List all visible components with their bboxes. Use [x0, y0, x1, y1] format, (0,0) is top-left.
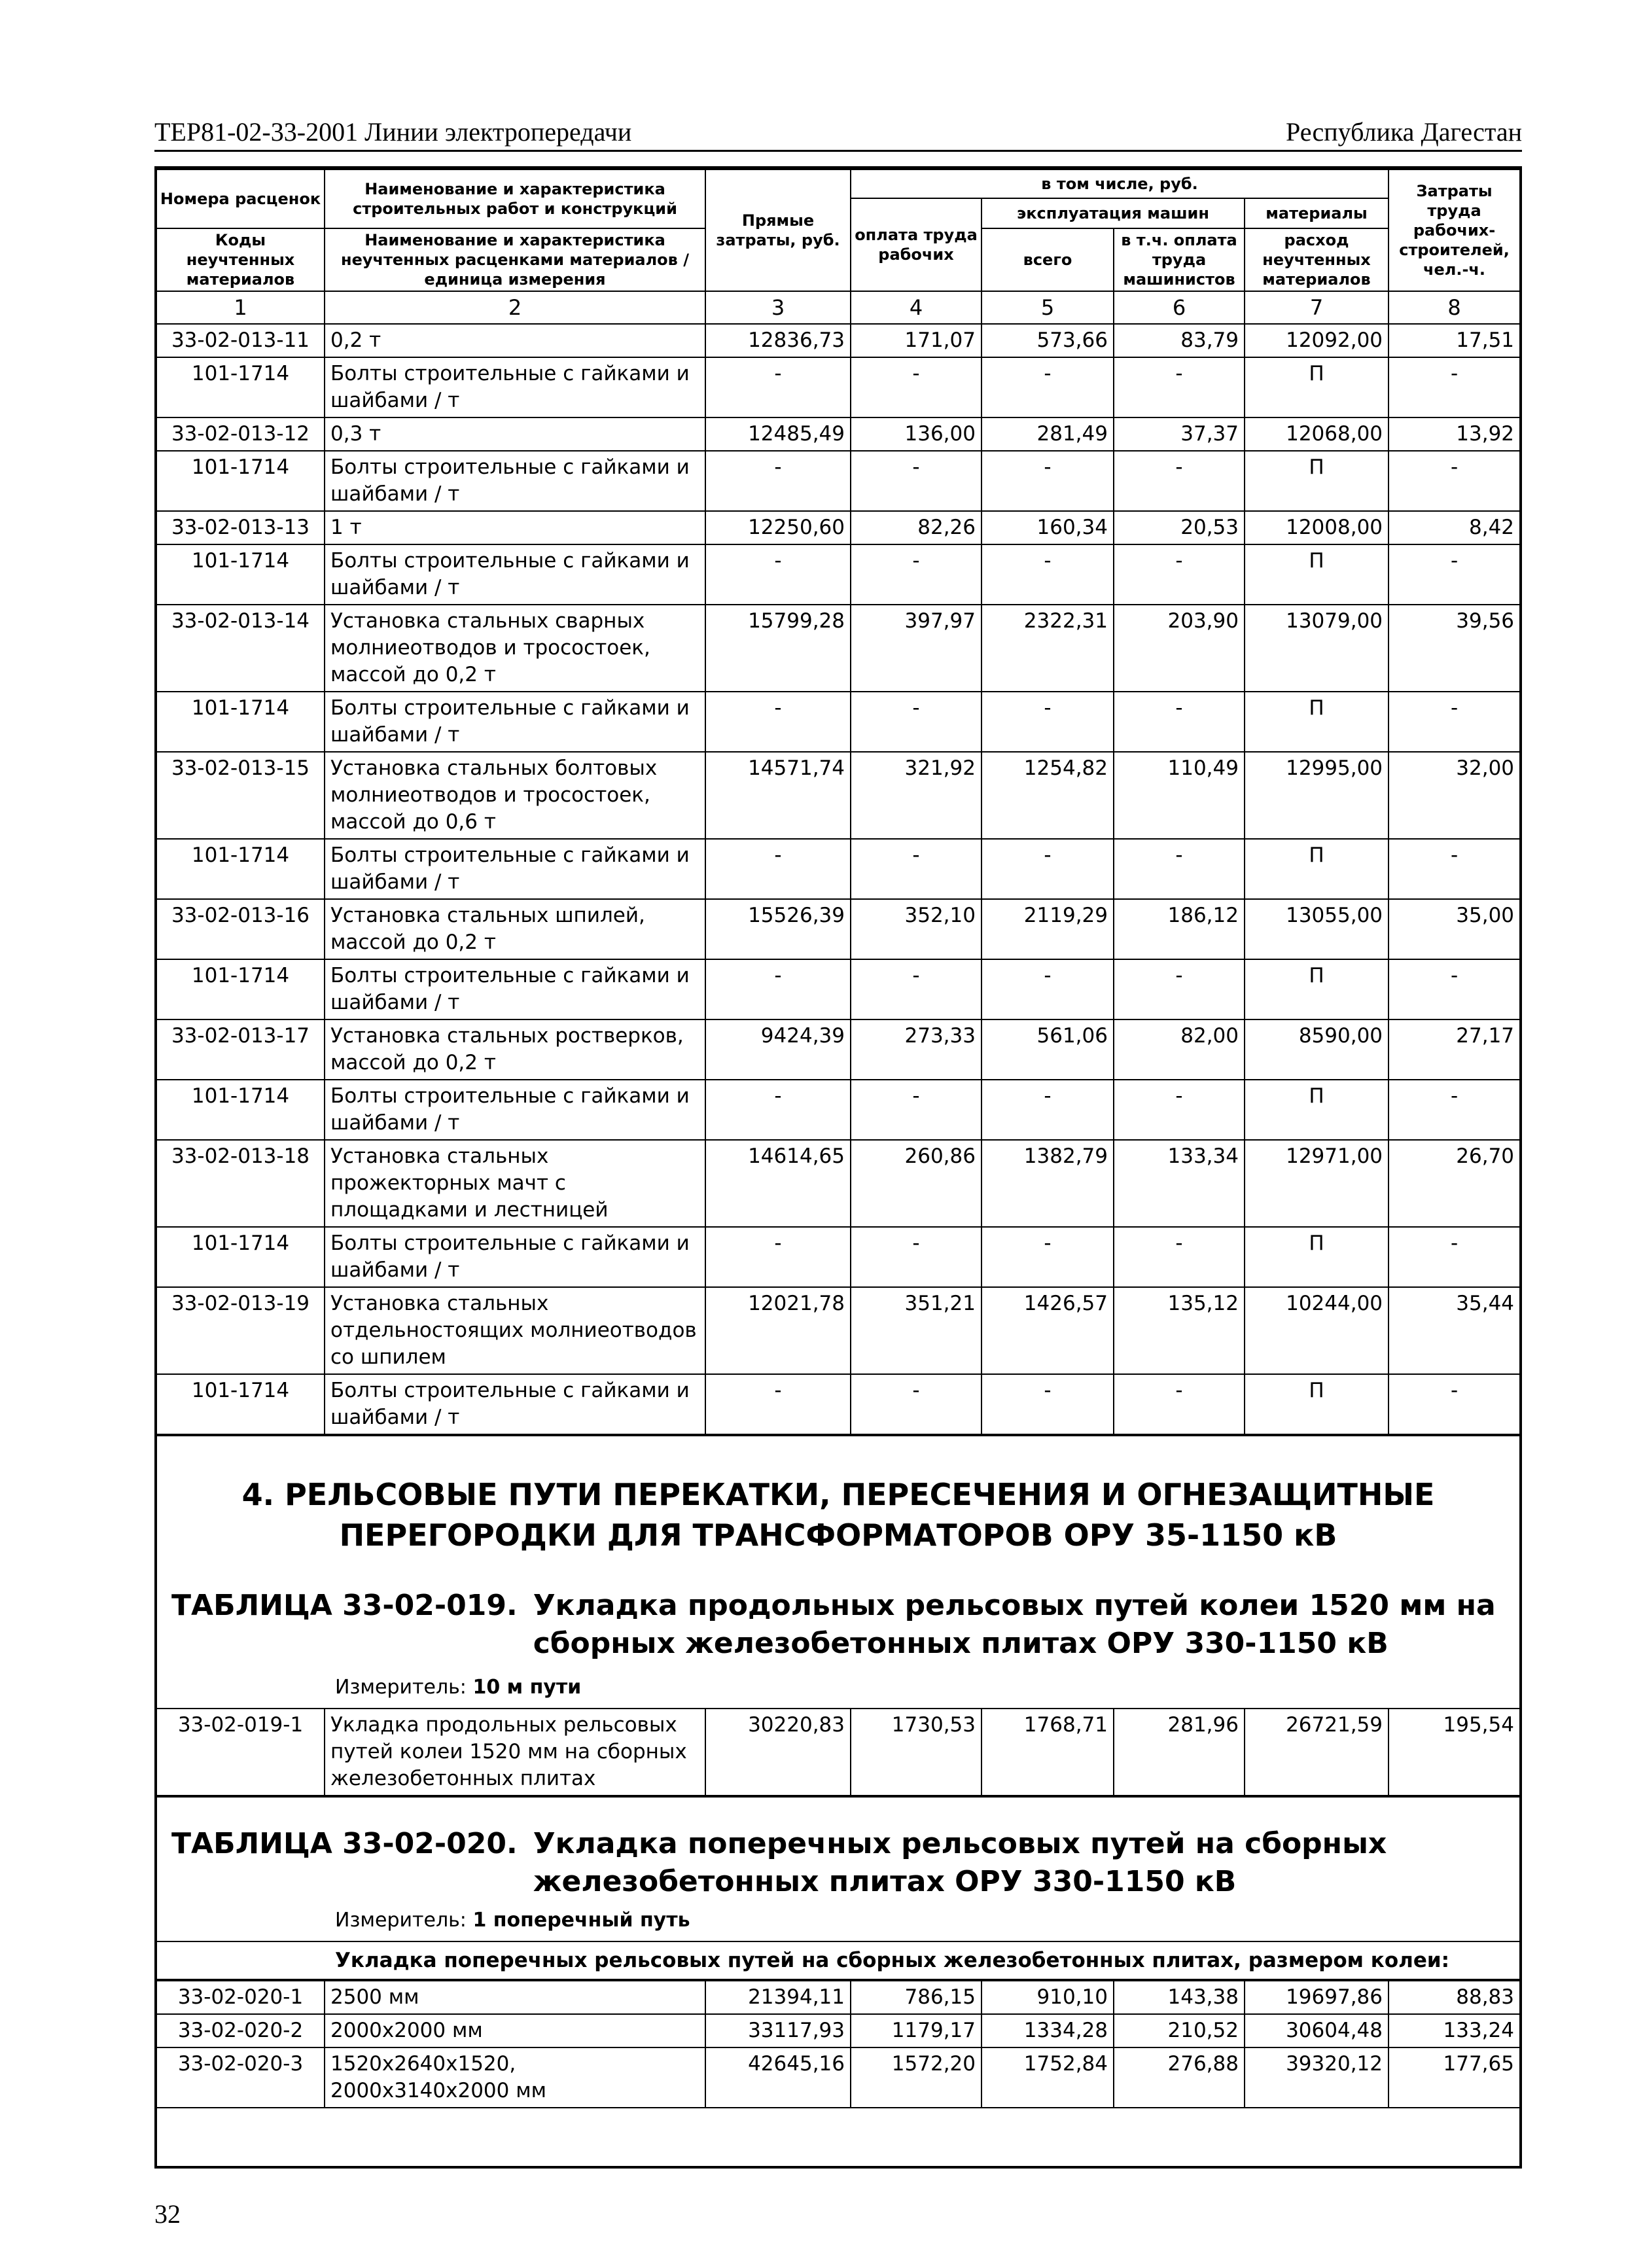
direct-cost: - — [705, 544, 851, 605]
direct-cost: - — [705, 1374, 851, 1434]
rate-row — [157, 2014, 1519, 2047]
materials-cost: П — [1245, 959, 1389, 1019]
material-row — [157, 959, 1519, 1019]
rate-code: 33-02-013-13 — [157, 511, 325, 544]
worker-wages: - — [851, 1374, 982, 1434]
labor-hours: 133,24 — [1389, 2014, 1519, 2047]
region-name: Республика Дагестан — [1286, 117, 1522, 147]
machine-cost: 561,06 — [982, 1019, 1114, 1080]
materials-cost: 10244,00 — [1245, 1287, 1389, 1374]
labor-hours: 195,54 — [1389, 1709, 1519, 1796]
labor-hours: 32,00 — [1389, 752, 1519, 839]
machine-cost: - — [982, 357, 1114, 417]
col-machines: эксплуатация машин — [982, 198, 1245, 228]
materials-cost: П — [1245, 357, 1389, 417]
rate-code: 101-1714 — [157, 1080, 325, 1140]
rate-row — [157, 1981, 1519, 2014]
direct-cost: - — [705, 1227, 851, 1287]
rate-code: 101-1714 — [157, 451, 325, 511]
table-020-text: Укладка поперечных рельсовых путей на сборных железобетонных плитах ОРУ 330-1150 кВ — [533, 1827, 1387, 1898]
material-row — [157, 839, 1519, 899]
work-name: Укладка продольных рельсовых путей колеи 1520 мм на сборных железобетонных плитах — [325, 1709, 705, 1796]
labor-hours: - — [1389, 1080, 1519, 1140]
labor-hours: - — [1389, 839, 1519, 899]
worker-wages: 352,10 — [851, 899, 982, 959]
materials-cost: 39320,12 — [1245, 2047, 1389, 2108]
machine-cost: - — [982, 451, 1114, 511]
operator-wages: 276,88 — [1114, 2047, 1245, 2108]
worker-wages: 351,21 — [851, 1287, 982, 1374]
material-row — [157, 357, 1519, 417]
rate-code: 33-02-019-1 — [157, 1709, 325, 1796]
work-name: 2500 мм — [325, 1981, 705, 2014]
machine-cost: - — [982, 544, 1114, 605]
direct-cost: - — [705, 959, 851, 1019]
operator-wages: 186,12 — [1114, 899, 1245, 959]
labor-hours: 8,42 — [1389, 511, 1519, 544]
rate-row — [157, 2047, 1519, 2108]
direct-cost: - — [705, 451, 851, 511]
work-name: Болты строительные с гайками и шайбами / т — [325, 839, 705, 899]
labor-unit: чел.-ч. — [1423, 260, 1486, 279]
materials-cost: 12068,00 — [1245, 417, 1389, 451]
work-name: Установка стальных ростверков, массой до 0,2 т — [325, 1019, 705, 1080]
labor-hours: 39,56 — [1389, 605, 1519, 692]
rate-code: 101-1714 — [157, 692, 325, 752]
rate-row — [157, 511, 1519, 544]
worker-wages: 1730,53 — [851, 1709, 982, 1796]
table-020-unit: Измеритель: 1 поперечный путь — [335, 1909, 690, 1932]
operator-wages: 82,00 — [1114, 1019, 1245, 1080]
rate-row — [157, 417, 1519, 451]
materials-cost: 13079,00 — [1245, 605, 1389, 692]
material-row — [157, 1374, 1519, 1434]
work-name: Установка стальных шпилей, массой до 0,2 т — [325, 899, 705, 959]
rate-code: 101-1714 — [157, 544, 325, 605]
labor-hours: - — [1389, 1374, 1519, 1434]
rate-row — [157, 1140, 1519, 1227]
work-name: Установка стальных прожекторных мачт с площадками и лестницей — [325, 1140, 705, 1227]
labor-hours: - — [1389, 544, 1519, 605]
machine-cost: - — [982, 959, 1114, 1019]
rate-code: 33-02-013-16 — [157, 899, 325, 959]
labor-hours: 17,51 — [1389, 324, 1519, 357]
table-019-text: Укладка продольных рельсовых путей колеи 1520 мм на сборных железобетонных плитах ОРУ 330-1150 кВ — [533, 1589, 1496, 1660]
materials-cost: П — [1245, 1080, 1389, 1140]
operator-wages: - — [1114, 451, 1245, 511]
table-019-title — [157, 1587, 1519, 1663]
work-name: Болты строительные с гайками и шайбами / т — [325, 959, 705, 1019]
rate-code: 101-1714 — [157, 357, 325, 417]
worker-wages: - — [851, 1080, 982, 1140]
work-name: 2000х2000 мм — [325, 2014, 705, 2047]
worker-wages: - — [851, 544, 982, 605]
table-020 — [157, 1980, 1519, 2108]
material-row — [157, 1080, 1519, 1140]
rate-row — [157, 1709, 1519, 1796]
labor-hours: 13,92 — [1389, 417, 1519, 451]
operator-wages: 203,90 — [1114, 605, 1245, 692]
rate-code: 33-02-013-19 — [157, 1287, 325, 1374]
col-name-bottom: Наименование и характеристика неучтенных расценками материалов / единица измерения — [325, 228, 705, 291]
rates-rows — [157, 324, 1519, 1434]
materials-cost: П — [1245, 451, 1389, 511]
operator-wages: - — [1114, 1080, 1245, 1140]
materials-cost: 12008,00 — [1245, 511, 1389, 544]
work-name: Установка стальных болтовых молниеотводов и тросостоек, массой до 0,6 т — [325, 752, 705, 839]
worker-wages: - — [851, 692, 982, 752]
direct-cost: 12836,73 — [705, 324, 851, 357]
machine-cost: 281,49 — [982, 417, 1114, 451]
rate-code: 33-02-013-11 — [157, 324, 325, 357]
rates-table — [157, 169, 1519, 1435]
rate-row — [157, 605, 1519, 692]
machine-cost: - — [982, 1227, 1114, 1287]
worker-wages: 273,33 — [851, 1019, 982, 1080]
direct-cost: 12250,60 — [705, 511, 851, 544]
materials-cost: 13055,00 — [1245, 899, 1389, 959]
machine-cost: - — [982, 1080, 1114, 1140]
operator-wages: - — [1114, 544, 1245, 605]
rate-code: 33-02-020-2 — [157, 2014, 325, 2047]
operator-wages: 143,38 — [1114, 1981, 1245, 2014]
direct-cost: 14614,65 — [705, 1140, 851, 1227]
material-row — [157, 544, 1519, 605]
column-numbers-row: 1 2 3 4 5 6 7 8 — [157, 291, 1519, 324]
direct-cost: 21394,11 — [705, 1981, 851, 2014]
machine-cost: 2322,31 — [982, 605, 1114, 692]
table-019 — [157, 1708, 1519, 1796]
worker-wages: - — [851, 357, 982, 417]
machine-cost: 1254,82 — [982, 752, 1114, 839]
work-name: Установка стальных отдельностоящих молниеотводов со шпилем — [325, 1287, 705, 1374]
materials-cost: П — [1245, 544, 1389, 605]
work-name: Болты строительные с гайками и шайбами / т — [325, 1374, 705, 1434]
direct-cost: 33117,93 — [705, 2014, 851, 2047]
table-020-key: ТАБЛИЦА 33-02-020. — [171, 1827, 518, 1860]
table-020-subhead: Укладка поперечных рельсовых путей на сборных железобетонных плитах, размером колеи: — [157, 1941, 1519, 1980]
rate-code: 33-02-020-3 — [157, 2047, 325, 2108]
labor-hours: 35,00 — [1389, 899, 1519, 959]
machine-cost: 160,34 — [982, 511, 1114, 544]
direct-cost: 30220,83 — [705, 1709, 851, 1796]
operator-wages: - — [1114, 959, 1245, 1019]
labor-hours: 35,44 — [1389, 1287, 1519, 1374]
materials-cost: 12092,00 — [1245, 324, 1389, 357]
work-name: Болты строительные с гайками и шайбами / т — [325, 692, 705, 752]
direct-cost: - — [705, 839, 851, 899]
col-labor: Затраты труда рабочих-строителей, чел.-ч. — [1389, 169, 1519, 291]
worker-wages: 1572,20 — [851, 2047, 982, 2108]
material-row — [157, 1227, 1519, 1287]
machine-cost: 573,66 — [982, 324, 1114, 357]
work-name: Установка стальных сварных молниеотводов и тросостоек, массой до 0,2 т — [325, 605, 705, 692]
section-4-title: 4. РЕЛЬСОВЫЕ ПУТИ ПЕРЕКАТКИ, ПЕРЕСЕЧЕНИЯ И ОГНЕЗАЩИТНЫЕ ПЕРЕГОРОДКИ ДЛЯ ТРАНСФОРМАТОРОВ ОРУ 35-1150 кВ — [157, 1435, 1519, 1587]
rates-table-frame — [154, 166, 1522, 2169]
labor-hours: 177,65 — [1389, 2047, 1519, 2108]
labor-hours: - — [1389, 1227, 1519, 1287]
rate-code: 101-1714 — [157, 839, 325, 899]
rate-code: 33-02-013-12 — [157, 417, 325, 451]
worker-wages: 786,15 — [851, 1981, 982, 2014]
operator-wages: 20,53 — [1114, 511, 1245, 544]
rate-row — [157, 324, 1519, 357]
machine-cost: - — [982, 692, 1114, 752]
labor-hours: 88,83 — [1389, 1981, 1519, 2014]
rate-code: 33-02-013-18 — [157, 1140, 325, 1227]
col-codes-top: Номера расценок — [157, 169, 325, 228]
work-name: 1 т — [325, 511, 705, 544]
worker-wages: - — [851, 1227, 982, 1287]
direct-cost: 9424,39 — [705, 1019, 851, 1080]
rate-code: 101-1714 — [157, 1374, 325, 1434]
col-codes-bottom: Коды неучтенных материалов — [157, 228, 325, 291]
work-name: 0,2 т — [325, 324, 705, 357]
work-name: 1520х2640х1520, 2000х3140х2000 мм — [325, 2047, 705, 2108]
labor-hours: 27,17 — [1389, 1019, 1519, 1080]
labor-hours: - — [1389, 692, 1519, 752]
work-name: Болты строительные с гайками и шайбами / т — [325, 357, 705, 417]
operator-wages: - — [1114, 1374, 1245, 1434]
machine-cost: 1752,84 — [982, 2047, 1114, 2108]
operator-wages: - — [1114, 839, 1245, 899]
col-operator-wages: в т.ч. оплата труда машинистов — [1114, 228, 1245, 291]
operator-wages: 133,34 — [1114, 1140, 1245, 1227]
worker-wages: 136,00 — [851, 417, 982, 451]
labor-hours: 26,70 — [1389, 1140, 1519, 1227]
worker-wages: 321,92 — [851, 752, 982, 839]
machine-cost: 1426,57 — [982, 1287, 1114, 1374]
direct-cost: - — [705, 1080, 851, 1140]
operator-wages: 210,52 — [1114, 2014, 1245, 2047]
col-wages: оплата труда рабочих — [851, 198, 982, 291]
worker-wages: 82,26 — [851, 511, 982, 544]
machine-cost: 910,10 — [982, 1981, 1114, 2014]
rate-code: 33-02-013-17 — [157, 1019, 325, 1080]
direct-cost: 14571,74 — [705, 752, 851, 839]
table-020-title — [157, 1796, 1519, 1901]
direct-cost: 42645,16 — [705, 2047, 851, 2108]
operator-wages: 110,49 — [1114, 752, 1245, 839]
rate-row — [157, 1287, 1519, 1374]
rate-row — [157, 1019, 1519, 1080]
materials-cost: П — [1245, 1374, 1389, 1434]
labor-hours: - — [1389, 959, 1519, 1019]
operator-wages: 83,79 — [1114, 324, 1245, 357]
machine-cost: 2119,29 — [982, 899, 1114, 959]
worker-wages: 1179,17 — [851, 2014, 982, 2047]
operator-wages: 135,12 — [1114, 1287, 1245, 1374]
rate-code: 33-02-013-14 — [157, 605, 325, 692]
running-header — [154, 111, 1522, 152]
machine-cost: 1382,79 — [982, 1140, 1114, 1227]
labor-hours: - — [1389, 451, 1519, 511]
work-name: Болты строительные с гайками и шайбами / т — [325, 1080, 705, 1140]
document-title: ТЕР81-02-33-2001 Линии электропередачи — [154, 117, 632, 147]
material-row — [157, 451, 1519, 511]
rate-row — [157, 899, 1519, 959]
col-machines-total: всего — [982, 228, 1114, 291]
operator-wages: 281,96 — [1114, 1709, 1245, 1796]
materials-cost: 30604,48 — [1245, 2014, 1389, 2047]
direct-cost: - — [705, 357, 851, 417]
table-019-unit: Измеритель: 10 м пути — [335, 1676, 582, 1699]
col-incl: в том числе, руб. — [851, 169, 1389, 198]
worker-wages: - — [851, 451, 982, 511]
operator-wages: 37,37 — [1114, 417, 1245, 451]
rate-code: 33-02-020-1 — [157, 1981, 325, 2014]
direct-cost: - — [705, 692, 851, 752]
operator-wages: - — [1114, 357, 1245, 417]
materials-cost: 12971,00 — [1245, 1140, 1389, 1227]
rate-row — [157, 752, 1519, 839]
worker-wages: 171,07 — [851, 324, 982, 357]
col-materials: материалы — [1245, 198, 1389, 228]
operator-wages: - — [1114, 692, 1245, 752]
worker-wages: - — [851, 839, 982, 899]
labor-hours: - — [1389, 357, 1519, 417]
col-direct: Прямые затраты, руб. — [705, 169, 851, 291]
work-name: Болты строительные с гайками и шайбами / т — [325, 1227, 705, 1287]
materials-cost: П — [1245, 839, 1389, 899]
rate-code: 101-1714 — [157, 959, 325, 1019]
materials-cost: 26721,59 — [1245, 1709, 1389, 1796]
materials-cost: 12995,00 — [1245, 752, 1389, 839]
col-name-top: Наименование и характеристика строительных работ и конструкций — [325, 169, 705, 228]
materials-cost: П — [1245, 692, 1389, 752]
work-name: 0,3 т — [325, 417, 705, 451]
machine-cost: 1768,71 — [982, 1709, 1114, 1796]
worker-wages: 260,86 — [851, 1140, 982, 1227]
rate-code: 33-02-013-15 — [157, 752, 325, 839]
machine-cost: 1334,28 — [982, 2014, 1114, 2047]
materials-cost: 19697,86 — [1245, 1981, 1389, 2014]
rate-code: 101-1714 — [157, 1227, 325, 1287]
col-material-usage: расход неучтенных материалов — [1245, 228, 1389, 291]
direct-cost: 15526,39 — [705, 899, 851, 959]
direct-cost: 15799,28 — [705, 605, 851, 692]
machine-cost: - — [982, 839, 1114, 899]
work-name: Болты строительные с гайками и шайбами / т — [325, 544, 705, 605]
worker-wages: 397,97 — [851, 605, 982, 692]
table-019-key: ТАБЛИЦА 33-02-019. — [171, 1589, 518, 1622]
material-row — [157, 692, 1519, 752]
direct-cost: 12021,78 — [705, 1287, 851, 1374]
page-number: 32 — [154, 2199, 181, 2229]
direct-cost: 12485,49 — [705, 417, 851, 451]
operator-wages: - — [1114, 1227, 1245, 1287]
machine-cost: - — [982, 1374, 1114, 1434]
materials-cost: 8590,00 — [1245, 1019, 1389, 1080]
work-name: Болты строительные с гайками и шайбами / т — [325, 451, 705, 511]
materials-cost: П — [1245, 1227, 1389, 1287]
worker-wages: - — [851, 959, 982, 1019]
